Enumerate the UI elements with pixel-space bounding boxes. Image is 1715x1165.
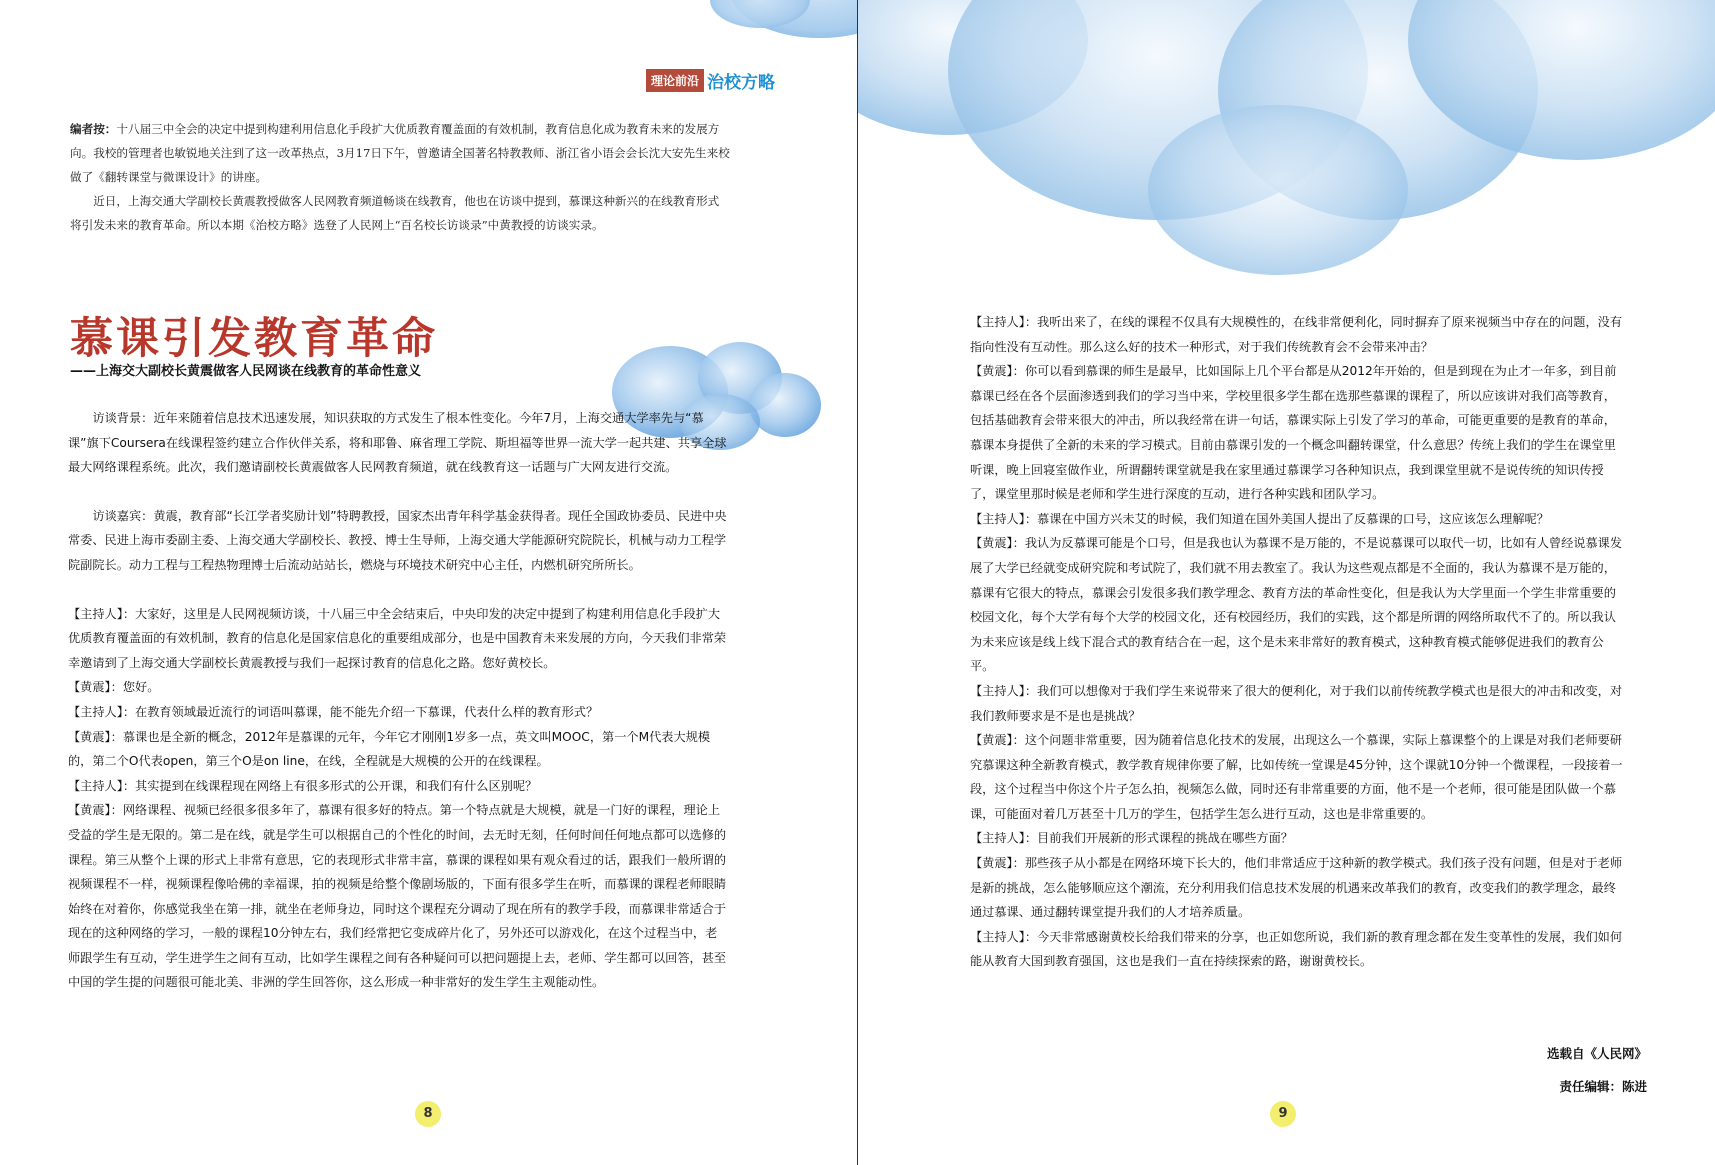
qa-paragraph: 【主持人】：大家好，这里是人民网视频访谈，十八届三中全会结束后，中央印发的决定中提到了构建利用信息化手段扩大优质教育覆盖面的有效机制，教育的信息化是国家信息化的重要组成部分，也是中国教育未来发展的方向，今天我们非常荣幸邀请到了上海交通大学副校长黄震教授与我们一起探讨教育的信息化之路。您好黄校长。: [68, 606, 727, 670]
article-title: 慕课引发教育革命: [70, 314, 438, 364]
section-tag: 理论前沿: [646, 69, 704, 92]
right-page: [858, 0, 1715, 1165]
column-name: 治校方略: [707, 73, 776, 93]
responsible-editor: 责任编辑：陈进: [1559, 1079, 1647, 1094]
qa-paragraph: 【主持人】：我听出来了，在线的课程不仅具有大规模性的，在线非常便利化，同时摒弃了原来视频当中存在的问题，没有指向性没有互动性。那么这么好的技术一种形式，对于我们传统教育会不会带来冲击？: [970, 315, 1623, 354]
interview-guest: 访谈嘉宾：黄震，教育部“长江学者奖励计划”特聘教授，国家杰出青年科学基金获得者。现任全国政协委员、民进中央常委、民进上海市委副主委、上海交通大学副校长、教授、博士生导师，上海交通大学能源研究院院长，机械与动力工程学院副院长。动力工程与工程热物理博士后流动站站长，燃烧与环境技术研究中心主任，内燃机研究所所长。: [68, 508, 727, 572]
qa-paragraph: 【主持人】：目前我们开展新的形式课程的挑战在哪些方面？: [970, 831, 1293, 846]
left-body: [68, 406, 728, 995]
editor-note-para1: 十八届三中全会的决定中提到构建利用信息化手段扩大优质教育覆盖面的有效机制，教育信息化成为教育未来的发展方向。我校的管理者也敏锐地关注到了这一改革热点，3月17日下午，曾邀请全国著名特教教师、浙江省小语会会长沈大安先生来校做了《翻转课堂与微课设计》的讲座。: [70, 122, 730, 184]
page-number-right: 9: [1270, 1101, 1296, 1127]
qa-paragraph: 【黄震】：我认为反慕课可能是个口号，但是我也认为慕课不是万能的，不是说慕课可以取代一切，比如有人曾经说慕课发展了大学已经就变成研究院和考试院了，我们就不用去教室了。我认为这些观点都是不全面的，我认为慕课不是万能的，慕课有它很大的特点，慕课会引发很多我们教学理念、教育方法的革命性变化，但是我认为大学里面一个学生非常重要的校园文化，每个大学有每个大学的校园文化，还有校园经历，我们的实践，这个都是所谓的网络所取代不了的。所以我认为未来应该是线上线下混合式的教育结合在一起，这个是未来非常好的教育模式，这种教育模式能够促进我们的教育公平。: [970, 536, 1623, 674]
section-header: [646, 68, 796, 94]
qa-paragraph: 【主持人】：今天非常感谢黄校长给我们带来的分享，也正如您所说，我们新的教育理念都在发生变革性的发展，我们如何能从教育大国到教育强国，这也是我们一直在持续探索的路，谢谢黄校长。: [970, 929, 1623, 969]
left-page: [0, 0, 857, 1165]
qa-paragraph: 【主持人】：其实提到在线课程现在网络上有很多形式的公开课，和我们有什么区别呢？: [68, 778, 538, 793]
right-body: [970, 310, 1627, 974]
page-number-left: 8: [415, 1101, 441, 1127]
qa-paragraph: 【黄震】：你可以看到慕课的师生是最早，比如国际上几个平台都是从2012年开始的，但是到现在为止才一年多，到目前慕课已经在各个层面渗透到我们的学习当中来，学校里很多学生都在选那些慕课的课程了，所以应该讲对我们高等教育，包括基础教育会带来很大的冲击，所以我经常在讲一句话，慕课实际上引发了学习的革命，可能更重要的是教育的革命，慕课本身提供了全新的未来的学习模式。目前由慕课引发的一个概念叫翻转课堂，什么意思？传统上我们的学生在课堂里听课，晚上回寝室做作业，所谓翻转课堂就是我在家里通过慕课学习各种知识点，我到课堂里就不是说传统的知识传授了，课堂里那时候是老师和学生进行深度的互动，进行各种实践和团队学习。: [970, 364, 1617, 502]
editor-note-label: 编者按：: [70, 122, 117, 136]
qa-paragraph: 【主持人】：在教育领域最近流行的词语叫慕课，能不能先介绍一下慕课，代表什么样的教育形式？: [68, 704, 599, 719]
editor-note-para2: 近日，上海交通大学副校长黄震教授做客人民网教育频道畅谈在线教育，他也在访谈中提到，慕课这种新兴的在线教育形式将引发未来的教育革命。所以本期《治校方略》选登了人民网上“百名校长访谈录”中黄教授的访谈实录。: [70, 194, 720, 232]
interview-background: 访谈背景：近年来随着信息技术迅速发展，知识获取的方式发生了根本性变化。今年7月，上海交通大学率先与“慕课”旗下Coursera在线课程签约建立合作伙伴关系，将和耶鲁、麻省理工学院、斯坦福等世界一流大学一起共建、共享全球最大网络课程系统。此次，我们邀请副校长黄震做客人民网教育频道，就在线教育这一话题与广大网友进行交流。: [68, 411, 727, 475]
editor-note: [70, 117, 730, 237]
qa-paragraph: 【黄震】：慕课也是全新的概念，2012年是慕课的元年，今年它才刚刚1岁多一点，英文叫MOOC，第一个M代表大规模的，第二个O代表open，第三个O是on line，在线，全程就是大规模的公开的在线课程。: [68, 729, 711, 769]
qa-paragraph: 【黄震】：您好。: [68, 680, 160, 695]
qa-paragraph: 【黄震】：这个问题非常重要，因为随着信息化技术的发展，出现这么一个慕课，实际上慕课整个的上课是对我们老师要研究慕课这种全新教育模式，教学教育规律你要了解，比如传统一堂课是45分钟，这个课就10分钟一个微课程，一段接着一段，这个过程当中你这个片子怎么拍，视频怎么做，同时还有非常重要的方面，他不是一个老师，很可能是团队做一个慕课，可能面对着几万甚至十几万的学生，包括学生怎么进行互动，这也是非常重要的。: [970, 733, 1623, 821]
article-subtitle: ——上海交大副校长黄震做客人民网谈在线教育的革命性意义: [70, 364, 422, 379]
qa-paragraph: 【主持人】：慕课在中国方兴未艾的时候，我们知道在国外美国人提出了反慕课的口号，这应该怎么理解呢？: [970, 511, 1549, 526]
source-credit: 选载自《人民网》: [1546, 1046, 1647, 1061]
qa-paragraph: 【主持人】：我们可以想像对于我们学生来说带来了很大的便利化，对于我们以前传统教学模式也是很大的冲击和改变，对我们教师要求是不是也是挑战？: [970, 683, 1623, 723]
qa-paragraph: 【黄震】：那些孩子从小都是在网络环境下长大的，他们非常适应于这种新的教学模式。我们孩子没有问题，但是对于老师是新的挑战，怎么能够顺应这个潮流，充分利用我们信息技术发展的机遇来改革我们的教育，改变我们的教学理念，最终通过慕课、通过翻转课堂提升我们的人才培养质量。: [970, 856, 1623, 920]
qa-paragraph: 【黄震】：网络课程、视频已经很多很多年了，慕课有很多好的特点。第一个特点就是大规模，就是一门好的课程，理论上受益的学生是无限的。第二是在线，就是学生可以根据自己的个性化的时间，去无时无刻，任何时间任何地点都可以选修的课程。第三从整个上课的形式上非常有意思，它的表现形式非常丰富，慕课的课程如果有观众看过的话，跟我们一般所谓的视频课程不一样，视频课程像哈佛的幸福课，拍的视频是给整个像剧场版的，下面有很多学生在听，而慕课的课程老师眼睛始终在对着你，你感觉我坐在第一排，就坐在老师身边，同时这个课程充分调动了现在所有的教学手段，而慕课非常适合于现在的这种网络的学习，一般的课程10分钟左右，我们经常把它变成碎片化了，另外还可以游戏化，在这个过程当中，老师跟学生有互动，学生进学生之间有互动，比如学生课程之间有各种疑问可以把问题提上去，老师、学生都可以回答，甚至中国的学生提的问题很可能北美、非洲的学生回答你，这么形成一种非常好的发生学生主观能动性。: [68, 803, 727, 990]
